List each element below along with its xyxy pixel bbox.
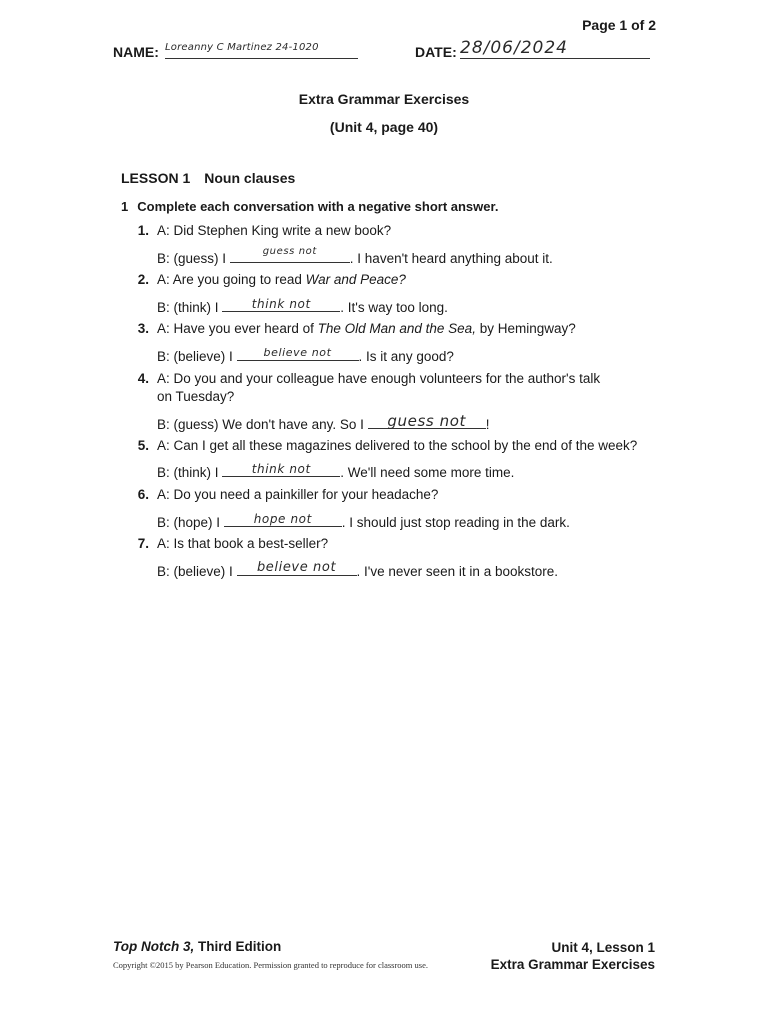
answer-prefix: B: (think) I <box>157 465 219 480</box>
question-text: A: Did Stephen King write a new book? <box>157 223 392 238</box>
handwritten-answer: guess not <box>387 412 467 430</box>
name-label: NAME: <box>113 44 159 60</box>
answer-prefix: B: (believe) I <box>157 564 233 579</box>
exercise-instruction <box>121 199 498 214</box>
item-7-question <box>137 536 329 552</box>
item-6-question <box>137 487 439 503</box>
book-title: War and Peace? <box>305 272 406 287</box>
answer-blank[interactable] <box>222 462 340 477</box>
handwritten-answer: think not <box>251 462 311 476</box>
answer-blank[interactable] <box>224 512 342 527</box>
question-text: A: Is that book a best-seller? <box>157 536 329 551</box>
item-1-question <box>137 223 392 239</box>
item-number: 1. <box>137 223 149 238</box>
question-text: A: Have you ever heard of <box>157 321 318 336</box>
item-5-question <box>137 438 638 454</box>
handwritten-answer: believe not <box>263 346 332 359</box>
copyright-notice: Copyright ©2015 by Pearson Education. Permission granted to reproduce for classroom use. <box>113 960 428 970</box>
exercise-number: 1 <box>121 199 129 214</box>
item-number: 6. <box>137 487 149 502</box>
handwritten-answer: hope not <box>253 512 312 526</box>
answer-blank[interactable] <box>230 248 350 263</box>
answer-suffix: ! <box>485 417 490 432</box>
lesson-label: LESSON 1 <box>121 170 191 186</box>
handwritten-answer: guess not <box>262 246 317 257</box>
item-4-answer-line <box>157 414 489 433</box>
answer-blank[interactable] <box>222 297 340 312</box>
name-field[interactable]: Loreanny C Martinez 24-1020 <box>165 42 358 59</box>
footer-section: Extra Grammar Exercises <box>490 957 655 972</box>
answer-prefix: B: (guess) I <box>157 251 227 266</box>
page-title: Extra Grammar Exercises <box>298 91 470 107</box>
answer-suffix: . I should just stop reading in the dark. <box>341 515 570 530</box>
question-text: A: Can I get all these magazines delivered to the school by the end of the week? <box>157 438 638 453</box>
item-number: 3. <box>137 321 149 336</box>
item-number: 5. <box>137 438 149 453</box>
answer-prefix: B: (guess) We don't have any. So I <box>157 417 364 432</box>
item-7-answer-line <box>157 561 558 580</box>
item-number: 2. <box>137 272 149 287</box>
item-number: 7. <box>137 536 149 551</box>
answer-blank[interactable] <box>237 561 357 576</box>
answer-suffix: . I've never seen it in a bookstore. <box>356 564 558 579</box>
question-text: A: Do you and your colleague have enough volunteers for the author's talk <box>157 371 601 386</box>
item-6-answer-line <box>157 512 570 531</box>
question-text-end: by Hemingway? <box>475 321 576 336</box>
item-3-answer-line <box>157 346 454 365</box>
item-3-question <box>137 321 576 337</box>
question-text: A: Are you going to read <box>157 272 306 287</box>
item-1-answer-line <box>157 248 553 267</box>
answer-prefix: B: (hope) I <box>157 515 221 530</box>
footer-unit-lesson: Unit 4, Lesson 1 <box>551 940 655 955</box>
answer-blank[interactable] <box>368 414 486 429</box>
answer-prefix: B: (think) I <box>157 300 219 315</box>
answer-suffix: . We'll need some more time. <box>340 465 515 480</box>
instruction-text: Complete each conversation with a negative short answer. <box>137 199 499 214</box>
page-number: Page 1 of 2 <box>582 17 656 33</box>
edition: Third Edition <box>194 939 282 954</box>
page-subtitle: (Unit 4, page 40) <box>329 119 439 135</box>
answer-suffix: . Is it any good? <box>358 349 454 364</box>
item-number: 4. <box>137 371 149 386</box>
answer-blank[interactable] <box>237 346 359 361</box>
item-2-answer-line <box>157 297 448 316</box>
question-text: A: Do you need a painkiller for your headache? <box>157 487 439 502</box>
item-4-question-cont: on Tuesday? <box>157 389 235 404</box>
answer-suffix: . It's way too long. <box>340 300 448 315</box>
item-2-question <box>137 272 406 288</box>
footer-book-title <box>113 939 281 954</box>
answer-prefix: B: (believe) I <box>157 349 233 364</box>
date-field[interactable]: 28/06/2024 <box>460 38 650 59</box>
lesson-heading <box>121 170 295 186</box>
book-name: Top Notch 3, <box>113 939 195 954</box>
item-4-question <box>137 371 601 387</box>
item-5-answer-line <box>157 462 514 481</box>
lesson-topic: Noun clauses <box>204 170 296 186</box>
handwritten-answer: believe not <box>256 560 337 575</box>
answer-suffix: . I haven't heard anything about it. <box>349 251 553 266</box>
date-label: DATE: <box>415 44 457 60</box>
book-title: The Old Man and the Sea, <box>317 321 476 336</box>
footer-right <box>491 939 655 973</box>
handwritten-answer: think not <box>251 297 311 311</box>
